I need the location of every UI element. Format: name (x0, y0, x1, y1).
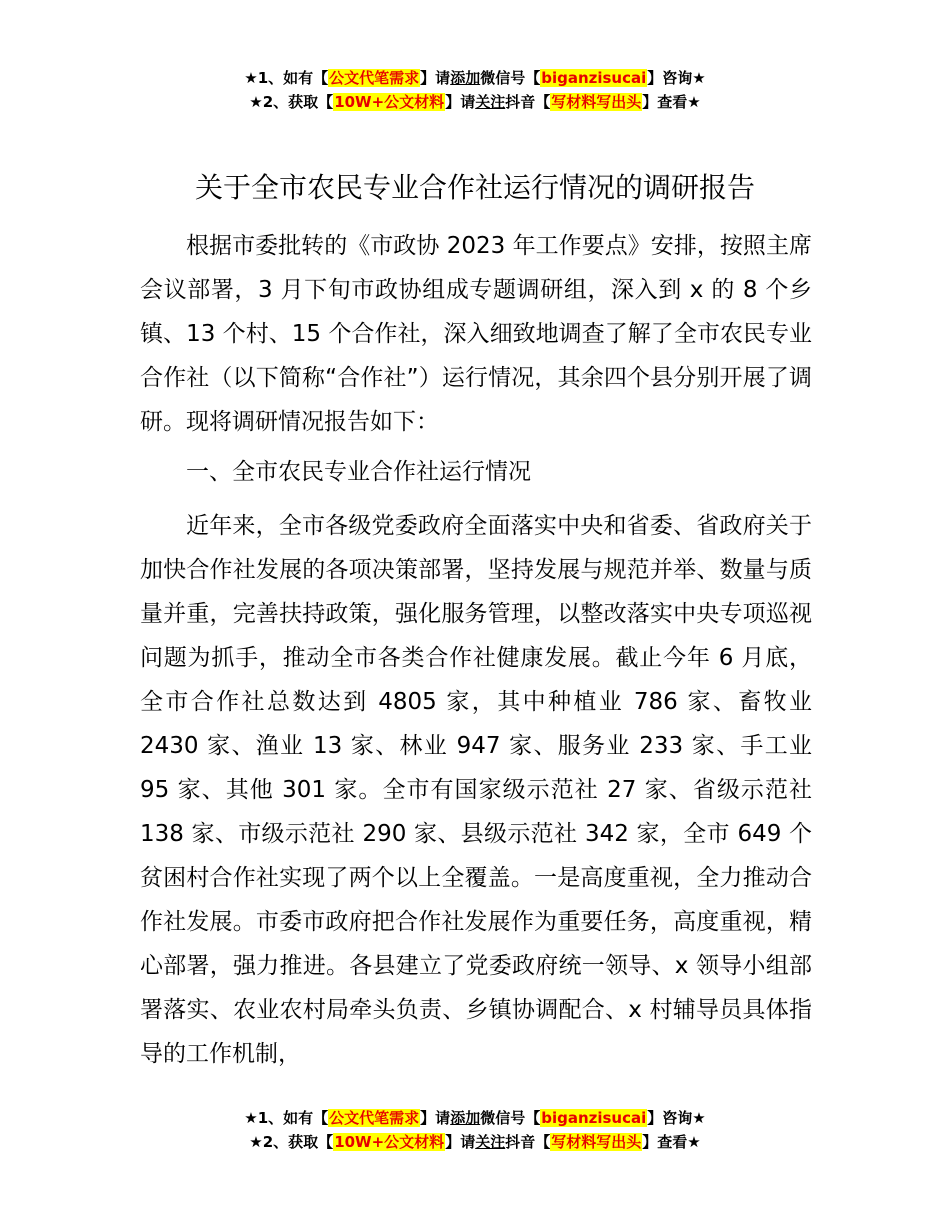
banner-underline: 添加 (450, 69, 481, 87)
banner-text: 】查看★ (642, 93, 701, 111)
section-heading (140, 450, 812, 494)
banner-text: 】查看★ (642, 1133, 701, 1151)
banner-highlight: biganzisucai (541, 1109, 647, 1127)
paragraph-text: 根据市委批转的《市政协 2023 年工作要点》安排，按照主席会议部署，3 月下旬市政协组成专题调研组，深入到 x 的 8 个乡镇、13 个村、15 个合作社，深入细致地调查了解了全市农民专业合作社（以下简称“合作社”）运行情况，其余四个县分别开展了调研。现将调研情况报告如下： (140, 233, 812, 435)
banner-text: 】请 (420, 1109, 451, 1127)
paragraph-intro (140, 224, 812, 444)
banner-highlight: biganzisucai (541, 69, 647, 87)
banner-text: ★1、如有【 (244, 1109, 329, 1127)
banner-text: 】请 (445, 93, 476, 111)
banner-line-2 (0, 1130, 950, 1154)
banner-underline: 关注 (475, 1133, 506, 1151)
banner-highlight: 写材料写出头 (551, 1133, 642, 1151)
banner-text: ★1、如有【 (244, 69, 329, 87)
banner-text: ★2、获取【 (249, 93, 334, 111)
banner-highlight: 10W+公文材料 (334, 1133, 445, 1151)
banner-text: 抖音【 (505, 93, 551, 111)
heading-text: 一、全市农民专业合作社运行情况 (186, 459, 531, 485)
banner-highlight: 10W+公文材料 (334, 93, 445, 111)
footer-banner (0, 1106, 950, 1154)
banner-text: 】请 (420, 69, 451, 87)
document-title: 关于全市农民专业合作社运行情况的调研报告 (194, 171, 755, 204)
banner-highlight: 公文代笔需求 (329, 1109, 420, 1127)
banner-line-1 (0, 1106, 950, 1130)
banner-text: 微信号【 (480, 1109, 541, 1127)
banner-text: 微信号【 (480, 69, 541, 87)
banner-line-2 (0, 90, 950, 114)
banner-underline: 关注 (475, 93, 506, 111)
paragraph-text: 近年来，全市各级党委政府全面落实中央和省委、省政府关于加快合作社发展的各项决策部署，坚持发展与规范并举、数量与质量并重，完善扶持政策，强化服务管理，以整改落实中央专项巡视问题为抓手，推动全市各类合作社健康发展。截止今年 6 月底，全市合作社总数达到 4805 家，其中种植业 786 家、畜牧业 2430 家、渔业 13 家、林业 947 家、服务业 233 家、手工业 95 家、其他 301 家。全市有国家级示范社 27 家、省级示范社 138 家、市级示范社 290 家、县级示范社 342 家，全市 649 个贫困村合作社实现了两个以上全覆盖。一是高度重视，全力推动合作社发展。市委市政府把合作社发展作为重要任务，高度重视，精心部署，强力推进。各县建立了党委政府统一领导、x 领导小组部署落实、农业农村局牵头负责、乡镇协调配合、x 村辅导员具体指导的工作机制， (140, 513, 812, 1067)
banner-line-1 (0, 66, 950, 90)
banner-text: 】咨询★ (647, 1109, 706, 1127)
banner-text: 】请 (445, 1133, 476, 1151)
banner-highlight: 公文代笔需求 (329, 69, 420, 87)
banner-text: 抖音【 (505, 1133, 551, 1151)
paragraph-body (140, 504, 812, 1076)
banner-underline: 添加 (450, 1109, 481, 1127)
banner-text: ★2、获取【 (249, 1133, 334, 1151)
banner-highlight: 写材料写出头 (551, 93, 642, 111)
header-banner (0, 66, 950, 114)
banner-text: 】咨询★ (647, 69, 706, 87)
